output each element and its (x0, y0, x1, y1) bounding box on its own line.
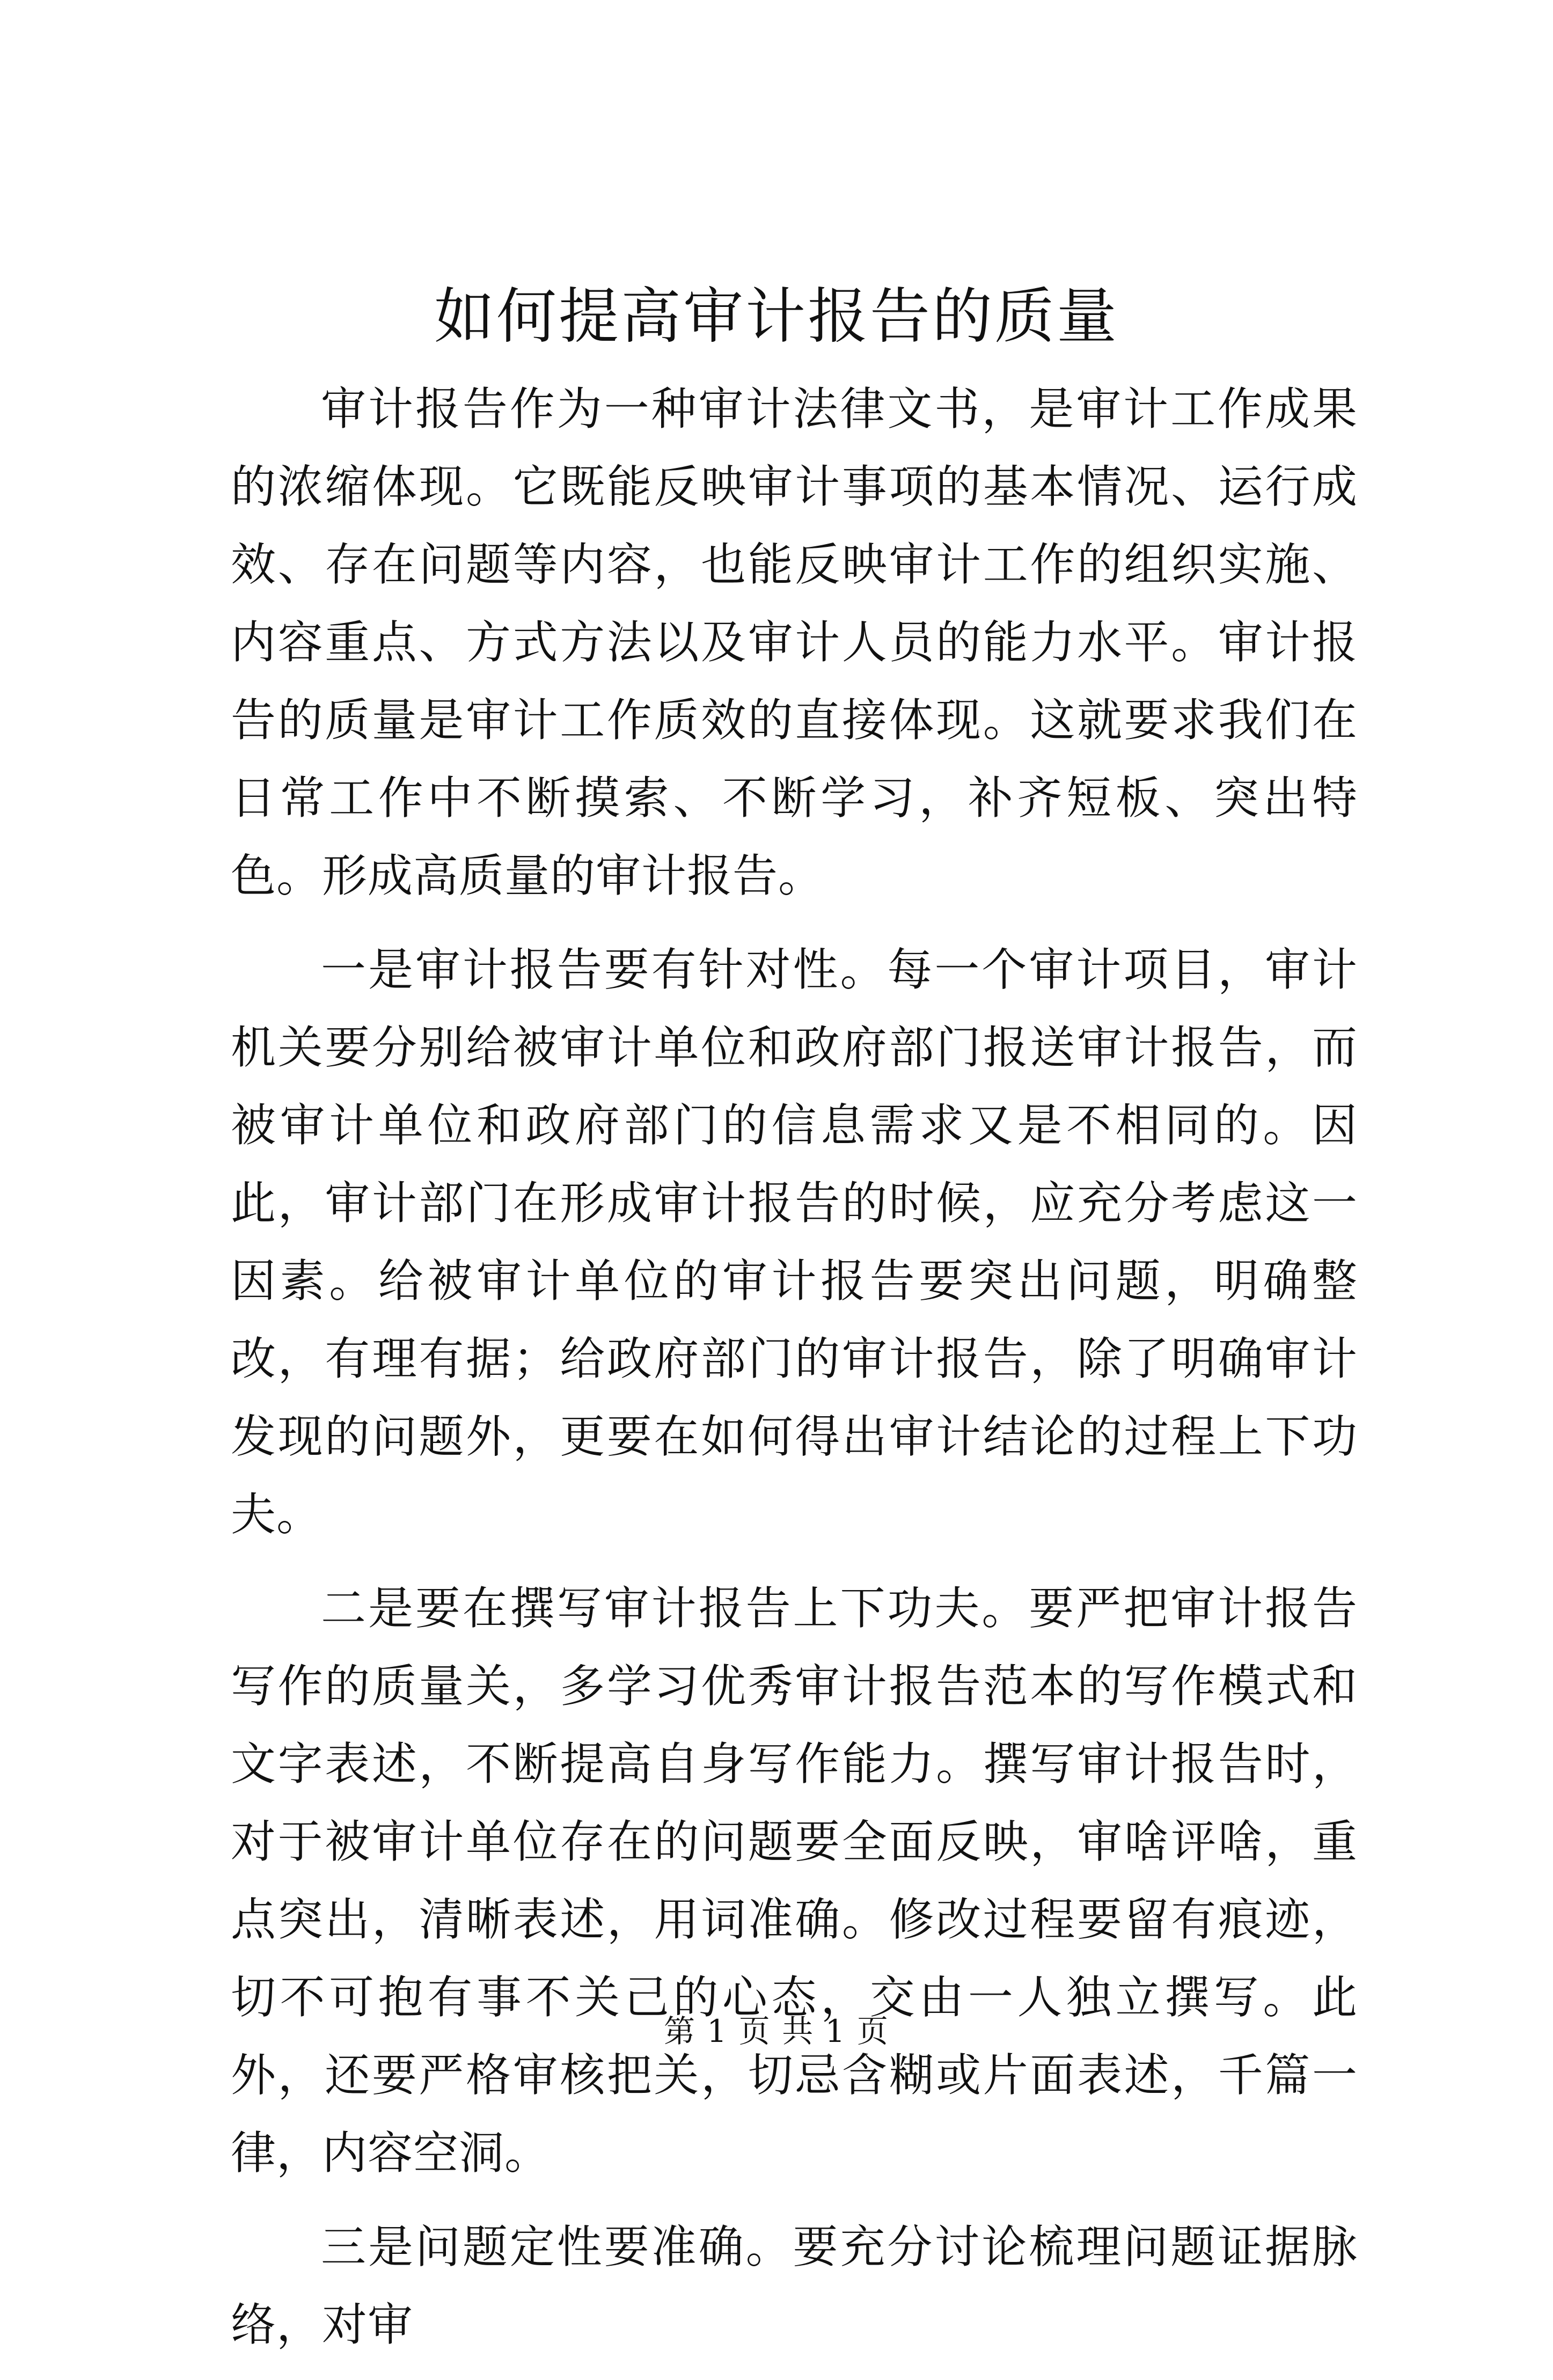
paragraph-point-one: 一是审计报告要有针对性。每一个审计项目，审计机关要分别给被审计单位和政府部门报送审计报告，而被审计单位和政府部门的信息需求又是不相同的。因此，审计部门在形成审计报告的时候，应充分考虑这一因素。给被审计单位的审计报告要突出问题，明确整改，有理有据；给政府部门的审计报告，除了明确审计发现的问题外，更要在如何得出审计结论的过程上下功夫。 (231, 943, 1358, 1541)
page-footer: 第 1 页 共 1 页 (664, 2013, 889, 2049)
document-body (231, 370, 1358, 2380)
paragraph-point-three: 三是问题定性要准确。要充分讨论梳理问题证据脉络，对审 (231, 2221, 1358, 2351)
document-title: 如何提高审计报告的质量 (434, 282, 1119, 351)
paragraph-intro: 审计报告作为一种审计法律文书，是审计工作成果的浓缩体现。它既能反映审计事项的基本情况、运行成效、存在问题等内容，也能反映审计工作的组织实施、内容重点、方式方法以及审计人员的能力水平。审计报告的质量是审计工作质效的直接体现。这就要求我们在日常工作中不断摸索、不断学习，补齐短板、突出特色。形成高质量的审计报告。 (231, 383, 1358, 902)
paragraph-point-two: 二是要在撰写审计报告上下功夫。要严把审计报告写作的质量关，多学习优秀审计报告范本的写作模式和文字表述，不断提高自身写作能力。撰写审计报告时，对于被审计单位存在的问题要全面反映，审啥评啥，重点突出，清晰表述，用词准确。修改过程要留有痕迹，切不可抱有事不关己的心态，交由一人独立撰写。此外，还要严格审核把关，切忌含糊或片面表述，千篇一律，内容空洞。 (231, 1582, 1358, 2179)
